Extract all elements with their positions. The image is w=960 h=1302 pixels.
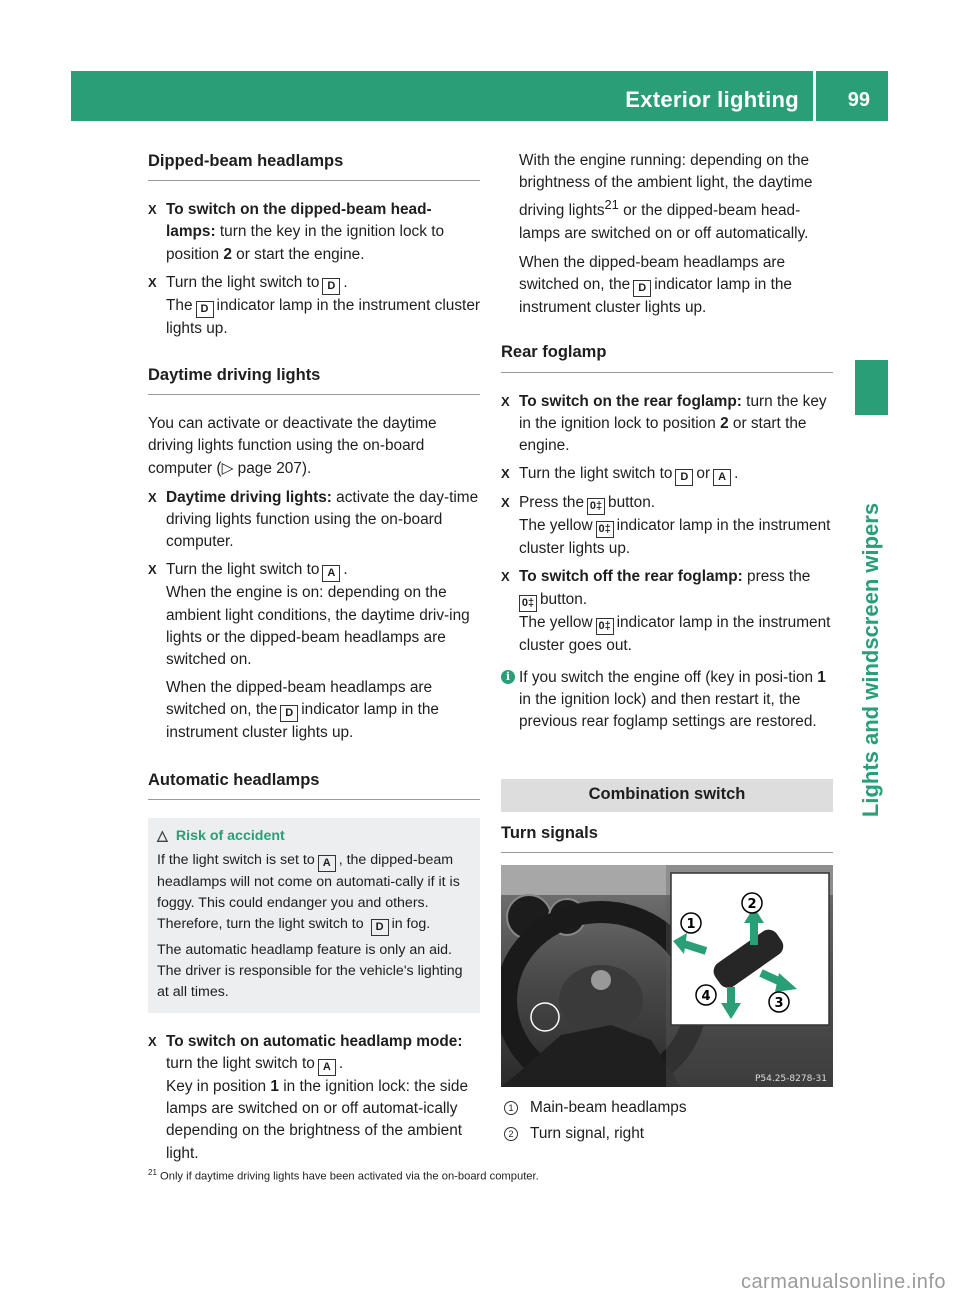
step-result <box>166 677 480 744</box>
position-number: 2 <box>720 414 729 432</box>
step-text: When the dipped-beam headlamps are switched on, the <box>166 679 433 719</box>
warning-text-part: , the dipped-beam headlamps will not come on automati-cally if it is foggy. This could endanger you and others. Therefore, turn the light switch to <box>157 851 460 932</box>
warning-title <box>157 826 471 847</box>
para-text: or the dipped-beam head-lamps are switched on or off automatically. <box>519 202 809 242</box>
legend-text: Turn signal, right <box>530 1124 645 1142</box>
header-bar <box>71 71 888 121</box>
step-text: The <box>166 296 193 314</box>
footnote-ref: 21 <box>604 197 619 213</box>
page-reference-link[interactable]: ▷ page 207 <box>221 459 302 477</box>
step-text: turn the light switch to <box>166 1055 315 1073</box>
step-arrow-icon: X <box>148 274 157 290</box>
step-arrow-icon: X <box>148 489 157 505</box>
step-text: Turn the light switch to <box>519 465 673 483</box>
step <box>501 391 833 458</box>
combination-switch-photo <box>501 865 833 1087</box>
side-tab <box>855 360 888 415</box>
step-text: Key in position <box>166 1078 271 1096</box>
para-text: With the engine running: depending on the brightness of the ambient light, the daytime driving lights <box>519 152 813 220</box>
footnote-text: Only if daytime driving lights have been activated via the on-board computer. <box>160 1170 539 1183</box>
step-text: button. <box>540 590 588 608</box>
info-text: If you switch the engine off (key in posi-tion <box>519 668 818 686</box>
right-column <box>501 150 833 1149</box>
step <box>501 492 833 560</box>
heading-rear-foglamp: Rear foglamp <box>501 341 833 372</box>
dipped-beam-icon: D <box>675 469 693 486</box>
para-text: ). <box>301 459 312 477</box>
step-text: The yellow <box>519 613 593 631</box>
page-number: 99 <box>847 89 870 111</box>
step-text: or start the engine. <box>231 245 365 263</box>
position-number: 2 <box>223 245 232 263</box>
legend-item <box>501 1123 833 1145</box>
callout-2: 2 <box>747 896 757 912</box>
rear-foglamp-icon: 0‡ <box>587 498 605 515</box>
paragraph <box>148 413 480 480</box>
auto-headlamp-icon: A <box>713 469 731 486</box>
callout-1: 1 <box>686 916 696 932</box>
step-text: or <box>696 465 711 483</box>
step <box>148 272 480 340</box>
dipped-beam-icon: D <box>322 278 340 295</box>
step-bold: To switch on the dipped-beam head-lamps: <box>166 201 432 241</box>
info-note <box>501 667 833 734</box>
auto-headlamp-icon: A <box>318 1059 336 1076</box>
step-text: turn the key in the ignition lock to position <box>166 223 445 263</box>
watermark: carmanualsonline.info <box>740 1271 946 1293</box>
left-column <box>148 150 480 1171</box>
legend-item <box>501 1097 833 1119</box>
info-text: in the ignition lock) and then restart it, the previous rear foglamp settings are restored. <box>519 690 817 731</box>
warning-text <box>157 850 471 936</box>
warning-title-text: Risk of accident <box>175 827 285 844</box>
para-text: You can activate or deactivate the daytime driving lights function using the on-board computer ( <box>148 415 437 477</box>
step <box>148 1031 480 1165</box>
rear-foglamp-icon: 0‡ <box>519 595 537 612</box>
step-arrow-icon: X <box>501 495 510 511</box>
cockpit-illustration <box>501 865 833 1087</box>
step-arrow-icon: X <box>501 569 510 585</box>
heading-daytime: Daytime driving lights <box>148 364 480 395</box>
position-number: 1 <box>270 1078 279 1096</box>
step-result <box>519 612 833 657</box>
continued-text <box>501 150 833 319</box>
step-text: indicator lamp in the instrument cluster lights up. <box>519 517 831 558</box>
step-text: Turn the light switch to <box>166 561 320 579</box>
step-bold: Daytime driving lights: <box>166 488 332 506</box>
step-text: or start the engine. <box>519 414 807 454</box>
chapter-label: Lights and windscreen wipers <box>858 502 883 818</box>
step-text: Turn the light switch to <box>166 273 320 291</box>
auto-headlamp-icon: A <box>318 855 336 872</box>
step <box>148 199 480 266</box>
info-icon: i <box>501 670 515 684</box>
step-text: indicator lamp in the instrument cluster goes out. <box>519 613 831 654</box>
step-arrow-icon: X <box>148 202 157 218</box>
step-text: turn the key in the ignition lock to position <box>519 392 827 432</box>
warning-box <box>148 818 480 1013</box>
step-text: press the <box>742 568 811 586</box>
auto-headlamp-icon: A <box>322 565 340 582</box>
step-text: activate the day-time driving lights function using the on-board computer. <box>166 488 479 551</box>
section-title: Exterior lighting <box>625 71 816 121</box>
step-arrow-icon: X <box>501 393 510 409</box>
step <box>501 566 833 656</box>
step-text: . <box>734 465 739 483</box>
position-number: 1 <box>817 668 826 686</box>
step <box>501 463 833 486</box>
dipped-beam-icon: D <box>280 705 298 722</box>
rear-foglamp-icon: 0‡ <box>596 521 614 538</box>
rear-foglamp-icon: 0‡ <box>596 618 614 635</box>
warning-text-part: If the light switch is set to <box>157 851 315 868</box>
legend-text: Main-beam headlamps <box>530 1098 687 1116</box>
warning-triangle-icon: △ <box>157 827 168 844</box>
step-text: . <box>343 561 348 579</box>
heading-automatic: Automatic headlamps <box>148 769 480 800</box>
step-bold: To switch off the rear foglamp: <box>519 568 743 586</box>
footnote <box>148 1168 539 1183</box>
heading-dipped-beam: Dipped-beam headlamps <box>148 150 480 181</box>
para-text: When the dipped-beam headlamps are switched on, the <box>519 253 786 294</box>
step-bold: To switch on the rear foglamp: <box>519 392 742 410</box>
warning-text-part: in fog. <box>391 915 431 932</box>
step-text: . <box>343 273 348 291</box>
step-bold: To switch on automatic headlamp mode: <box>166 1032 463 1050</box>
step-result: When the engine is on: depending on the ambient light conditions, the daytime driv-ing lights or the dipped-beam headlamps are switched on. <box>166 584 470 669</box>
combination-switch-heading: Combination switch <box>501 779 833 811</box>
paragraph <box>519 150 833 245</box>
callout-4: 4 <box>701 988 711 1004</box>
step <box>148 559 480 744</box>
footnote-number: 21 <box>148 1168 157 1177</box>
dipped-beam-icon: D <box>633 280 651 297</box>
step-result <box>166 1076 480 1165</box>
step-text: Press the <box>519 494 585 512</box>
step-text: in the ignition lock: the side lamps are switched on or off automat-ically depending on the brightness of the ambient light. <box>166 1078 469 1162</box>
photo-code: P54.25-8278-31 <box>754 1073 827 1084</box>
step-arrow-icon: X <box>148 562 157 578</box>
callout-3: 3 <box>774 995 784 1011</box>
warning-text: The automatic headlamp feature is only an aid. The driver is responsible for the vehicle's lighting at all times. <box>157 941 463 1000</box>
legend-number: 1 <box>504 1101 518 1115</box>
step-text: button. <box>608 494 656 512</box>
step-text: indicator lamp in the instrument cluster lights up. <box>166 701 439 742</box>
dipped-beam-icon: D <box>196 301 214 318</box>
heading-turn-signals: Turn signals <box>501 822 833 853</box>
step-text: indicator lamp in the instrument cluster lights up. <box>166 296 480 337</box>
legend <box>501 1097 833 1145</box>
paragraph <box>519 252 833 319</box>
step-text: . <box>338 1055 344 1073</box>
para-text: indicator lamp in the instrument cluster lights up. <box>519 276 792 317</box>
step-arrow-icon: X <box>501 466 510 482</box>
legend-number: 2 <box>504 1127 518 1141</box>
step-arrow-icon: X <box>148 1033 157 1049</box>
step-result <box>519 515 833 560</box>
step-result <box>166 295 480 340</box>
dipped-beam-icon: D <box>371 919 389 936</box>
step <box>148 487 480 554</box>
step-text: The yellow <box>519 517 593 535</box>
